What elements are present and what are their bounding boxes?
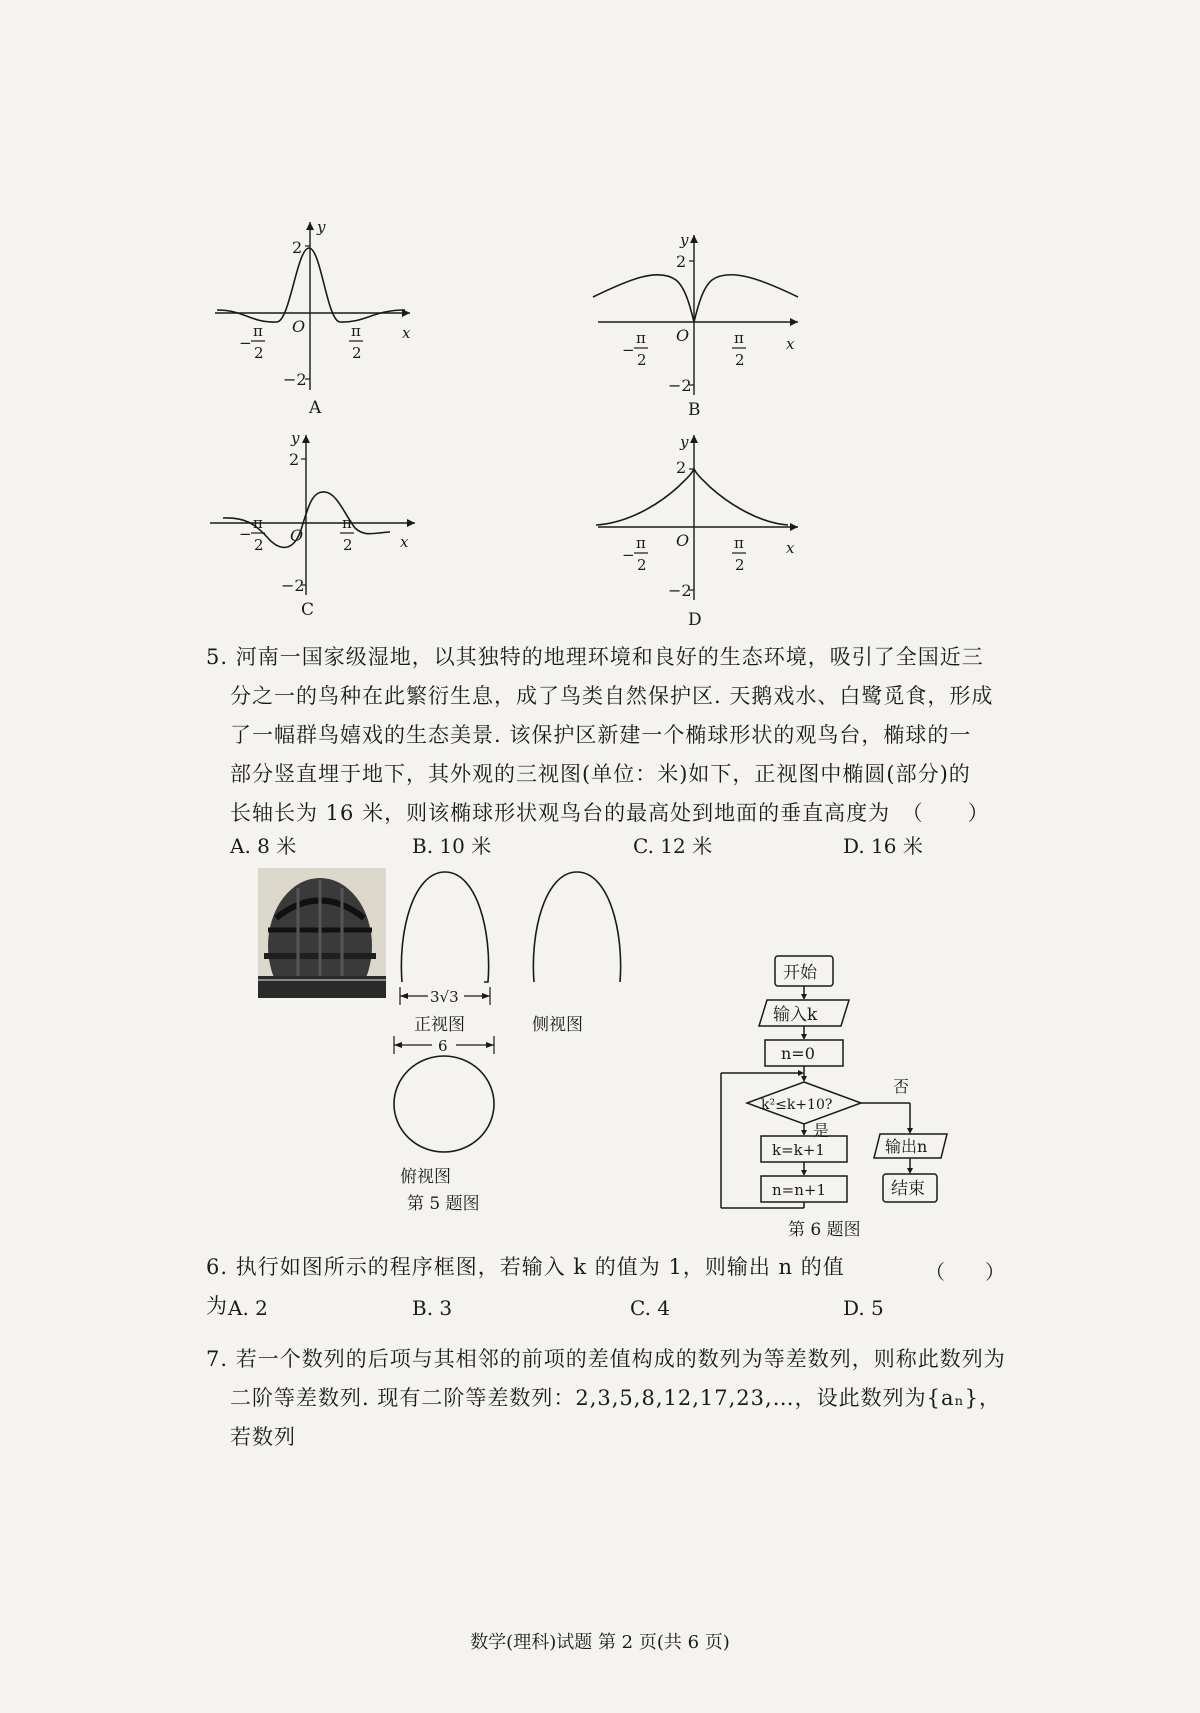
y-bottom-tick: −2 <box>283 370 307 389</box>
origin-label: O <box>290 526 304 545</box>
x-axis-label: x <box>786 539 795 557</box>
y-bottom-tick: −2 <box>281 576 305 595</box>
fc-step2: n=n+1 <box>772 1181 827 1199</box>
q7-line-2: 二阶等差数列. 现有二阶等差数列：2,3,5,8,12,17,23,…，设此数列为{aₙ}，若数列 <box>230 1386 1002 1449</box>
x-axis-label: x <box>400 533 409 551</box>
tick-right-num: π <box>734 329 744 347</box>
front-dim-label: 3√3 <box>430 988 459 1006</box>
y-bottom-tick: −2 <box>668 376 692 395</box>
graph-label: A <box>309 398 322 418</box>
q6-option-b: B. 3 <box>412 1296 453 1320</box>
y-top-tick: 2 <box>289 450 300 469</box>
q6-option-a: A. 2 <box>228 1296 268 1320</box>
origin-label: O <box>676 326 690 345</box>
graph-a <box>205 210 435 420</box>
tick-left-num: π <box>636 534 646 552</box>
side-view-label: 侧视图 <box>532 1015 583 1035</box>
q6-option-c: C. 4 <box>630 1296 671 1320</box>
graph-label: D <box>688 610 702 630</box>
tick-left-sign: − <box>622 341 635 359</box>
fc-step1: k=k+1 <box>772 1141 825 1159</box>
q5-line-3: 了一幅群鸟嬉戏的生态美景. 该保护区新建一个椭球形状的观鸟台，椭球的一 <box>230 723 972 747</box>
page-footer: 数学(理科)试题 第 2 页(共 6 页) <box>470 1632 730 1653</box>
q6-text: 6. 执行如图所示的程序框图，若输入 k 的值为 1，则输出 n 的值为 <box>206 1255 845 1318</box>
tick-right-den: 2 <box>352 344 362 362</box>
y-axis-label: y <box>317 218 326 236</box>
fc-output: 输出n <box>885 1137 928 1156</box>
origin-label: O <box>676 531 690 550</box>
q7-line-1: 7. 若一个数列的后项与其相邻的前项的差值构成的数列为等差数列，则称此数列为 <box>206 1347 1006 1371</box>
tick-left-sign: − <box>239 334 252 352</box>
tick-right-den: 2 <box>735 351 745 369</box>
tick-left-num: π <box>253 514 263 532</box>
q5-option-d: D. 16 米 <box>843 834 923 858</box>
tick-right-num: π <box>342 514 352 532</box>
origin-label: O <box>292 317 306 336</box>
fig6-caption: 第 6 题图 <box>788 1220 861 1240</box>
fc-end: 结束 <box>891 1179 925 1199</box>
tick-left-num: π <box>636 329 646 347</box>
top-view-label: 俯视图 <box>400 1167 451 1187</box>
question-5 <box>206 638 1006 833</box>
y-top-tick: 2 <box>292 238 303 257</box>
graph-c <box>205 425 435 625</box>
fig5-caption: 第 5 题图 <box>407 1194 480 1214</box>
graph-b <box>588 225 818 435</box>
tick-left-sign: − <box>622 546 635 564</box>
fc-yes: 是 <box>813 1121 830 1140</box>
graph-label: B <box>688 400 701 420</box>
tick-right-den: 2 <box>735 556 745 574</box>
x-axis-label: x <box>786 335 795 353</box>
bird-tower-photo <box>258 868 386 998</box>
q6-option-d: D. 5 <box>843 1296 884 1320</box>
tick-left-den: 2 <box>637 556 647 574</box>
front-view-label: 正视图 <box>414 1015 465 1035</box>
top-dim-label: 6 <box>438 1037 448 1055</box>
graph-d <box>588 425 818 635</box>
fc-cond: k²≤k+10? <box>761 1097 833 1113</box>
q5-option-b: B. 10 米 <box>412 834 492 858</box>
fc-init: n=0 <box>781 1044 815 1063</box>
fc-start: 开始 <box>783 963 817 983</box>
tick-right-num: π <box>734 534 744 552</box>
y-bottom-tick: −2 <box>668 581 692 600</box>
tick-left-den: 2 <box>254 536 264 554</box>
fc-input: 输入k <box>773 1005 818 1025</box>
y-axis-label: y <box>291 429 300 447</box>
y-axis-label: y <box>680 231 689 249</box>
y-top-tick: 2 <box>676 458 687 477</box>
graph-label: C <box>301 600 315 620</box>
tick-right-den: 2 <box>343 536 353 554</box>
fc-no: 否 <box>893 1077 910 1096</box>
q5-line-2: 分之一的鸟种在此繁衍生息，成了鸟类自然保护区. 天鹅戏水、白鹭觅食，形成 <box>230 684 994 708</box>
q5-line-4: 部分竖直埋于地下，其外观的三视图(单位：米)如下，正视图中椭圆(部分)的 <box>230 762 971 786</box>
y-axis-label: y <box>680 433 689 451</box>
question-7 <box>206 1340 1006 1457</box>
q5-line-1: 5. 河南一国家级湿地，以其独特的地理环境和良好的生态环境，吸引了全国近三 <box>206 645 984 669</box>
tick-left-den: 2 <box>637 351 647 369</box>
x-axis-label: x <box>402 324 411 342</box>
side-view <box>520 862 640 1042</box>
front-view <box>388 862 508 1042</box>
q5-option-c: C. 12 米 <box>633 834 713 858</box>
q6-bracket: （ ） <box>925 1260 1005 1284</box>
tick-left-sign: − <box>239 525 252 543</box>
q5-line-5: 长轴长为 16 米，则该椭球形状观鸟台的最高处到地面的垂直高度为 （ ） <box>230 801 990 825</box>
tick-left-num: π <box>253 322 263 340</box>
y-top-tick: 2 <box>676 252 687 271</box>
q5-option-a: A. 8 米 <box>230 834 297 858</box>
tick-left-den: 2 <box>254 344 264 362</box>
top-view <box>380 1032 510 1192</box>
tick-right-num: π <box>351 322 361 340</box>
flowchart <box>715 950 965 1210</box>
